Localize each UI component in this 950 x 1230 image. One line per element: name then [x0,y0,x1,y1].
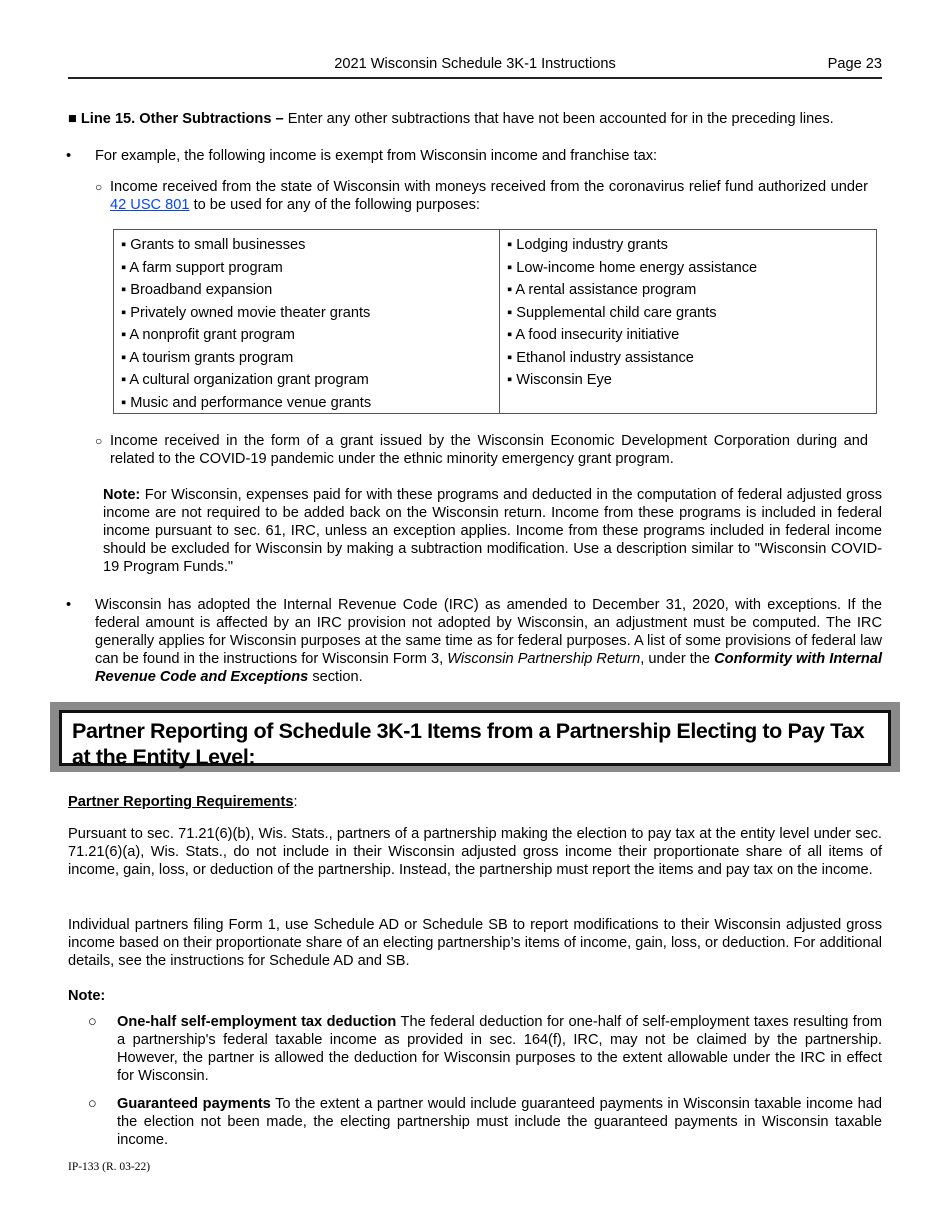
section-heading-box [50,702,900,772]
purpose-item: ▪ Supplemental child care grants [507,304,717,321]
header-rule [68,77,882,79]
form-footer: IP-133 (R. 03-22) [68,1161,151,1173]
purposes-right-column [507,234,757,392]
note-label: Note: [68,988,106,1004]
bullet2-text: Wisconsin has adopted the Internal Revenue Code (IRC) as amended to December 31, 2020, with exceptions. If the federal amount is affected by an IRC provision not adopted by Wisconsin, an adjustment must be computed. The IRC generally applies for Wisconsin purposes at the same time as for federal purposes. A list of some provisions of federal law can be found in the instructions for Wisconsin Form 3, [95,597,882,667]
bullet2-paragraph [95,596,882,686]
purpose-item: ▪ A nonprofit grant program [121,327,295,343]
circle-bullet-icon: ○ [95,434,103,448]
purposes-table [113,229,877,414]
note-item-title: One-half self-employment tax deduction [117,1014,397,1030]
note1-paragraph [103,486,882,576]
circle-bullet-icon: ○ [95,180,103,194]
bullet-icon: • [66,148,72,164]
paragraph-2: Individual partners filing Form 1, use Schedule AD or Schedule SB to report modifications to their Wisconsin adjusted gross income based on their proportionate share of an electing partnership’s items of income, gain, loss, or deduction. For additional details, see the instructions for Schedule AD and SB. [68,917,882,969]
bullet2-text3: section. [308,669,363,685]
purpose-item: ▪ Ethanol industry assistance [507,349,694,366]
bullet-icon: • [66,597,72,613]
purpose-item: ▪ A rental assistance program [507,282,697,298]
sub1-text: Income received from the state of Wisconsin with moneys received from the coronavirus relief fund authorized under [110,179,868,195]
line15-paragraph [68,110,888,128]
note-item-text: To the extent a partner would include guaranteed payments in Wisconsin taxable income had the election not been made, the electing partnership must include the guaranteed payments in Wisconsin taxable income. [117,1096,882,1148]
subheading [68,793,298,811]
subheading-colon: : [293,794,298,810]
line15-title: Line 15. Other Subtractions – [80,111,284,127]
purpose-item: ▪ A tourism grants program [121,349,294,366]
note-item [117,1013,882,1085]
note-label: Note: [103,487,141,503]
sub2-paragraph: Income received in the form of a grant issued by the Wisconsin Economic Development Corporation during and related to the COVID-19 pandemic under the ethnic minority emergency grant program. [110,433,868,467]
bullet1-text: For example, the following income is exempt from Wisconsin income and franchise tax: [95,148,658,164]
subheading-text: Partner Reporting Requirements [68,794,294,810]
purposes-left-column [121,234,371,414]
sub1-text-after: to be used for any of the following purposes: [189,197,480,213]
usc-link[interactable]: 42 USC 801 [110,197,190,213]
form3-title: Wisconsin Partnership Return [447,651,641,667]
note1-text: For Wisconsin, expenses paid for with these programs and deducted in the computation of federal adjusted gross income are not required to be added back on the Wisconsin return. Income from these programs is included in federal income pursuant to sec. 61, IRC, unless an exception applies. Income from these programs included in federal income should be excluded for Wisconsin by making a subtraction modification. Use a description similar to "Wisconsin COVID-19 Program Funds." [103,487,882,575]
purpose-item: ▪ Low-income home energy assistance [507,259,758,276]
line15-text: Enter any other subtractions that have not been accounted for in the preceding lines. [283,111,834,127]
section-heading: Partner Reporting of Schedule 3K-1 Items from a Partnership Electing to Pay Tax at the Entity Level: [59,710,891,766]
note-item [117,1095,882,1149]
purpose-item: ▪ Broadband expansion [121,282,273,298]
sub1-paragraph [110,178,868,214]
header-title: 2021 Wisconsin Schedule 3K-1 Instructions [334,56,616,72]
note-item-text: The federal deduction for one-half of self-employment taxes resulting from a partnership's federal taxable income as provided in sec. 164(f), IRC, may not be claimed by the partnership. However, the partner is allowed the deduction for Wisconsin purposes to the extent allowable under the IRC in effect for Wisconsin. [117,1014,882,1084]
square-bullet-icon: ■ [68,111,77,127]
purpose-item: ▪ A farm support program [121,259,283,276]
column-divider [499,230,500,413]
conformity-section-name: Conformity with Internal Revenue Code and Exceptions [95,651,882,685]
circle-bullet-icon: ○ [88,1096,97,1112]
purpose-item: ▪ Wisconsin Eye [507,372,612,388]
note-item-title: Guaranteed payments [117,1096,271,1112]
bullet2-text2: , under the [640,651,715,667]
purpose-item: ▪ Music and performance venue grants [121,394,372,411]
circle-bullet-icon: ○ [88,1014,97,1030]
purpose-item: ▪ Grants to small businesses [121,237,306,253]
purpose-item: ▪ Lodging industry grants [507,237,668,253]
purpose-item: ▪ A cultural organization grant program [121,372,369,388]
paragraph-1: Pursuant to sec. 71.21(6)(b), Wis. Stats., partners of a partnership making the election to pay tax at the entity level under sec. 71.21(6)(a), Wis. Stats., do not include in their Wisconsin adjusted gross income their proportionate share of all items of income, gain, loss, or deduction of the partnership. Instead, the partnership must report the items and pay tax on the income. [68,826,882,878]
purpose-item: ▪ A food insecurity initiative [507,327,680,343]
page-number: Page 23 [827,56,882,72]
purpose-item: ▪ Privately owned movie theater grants [121,304,371,321]
